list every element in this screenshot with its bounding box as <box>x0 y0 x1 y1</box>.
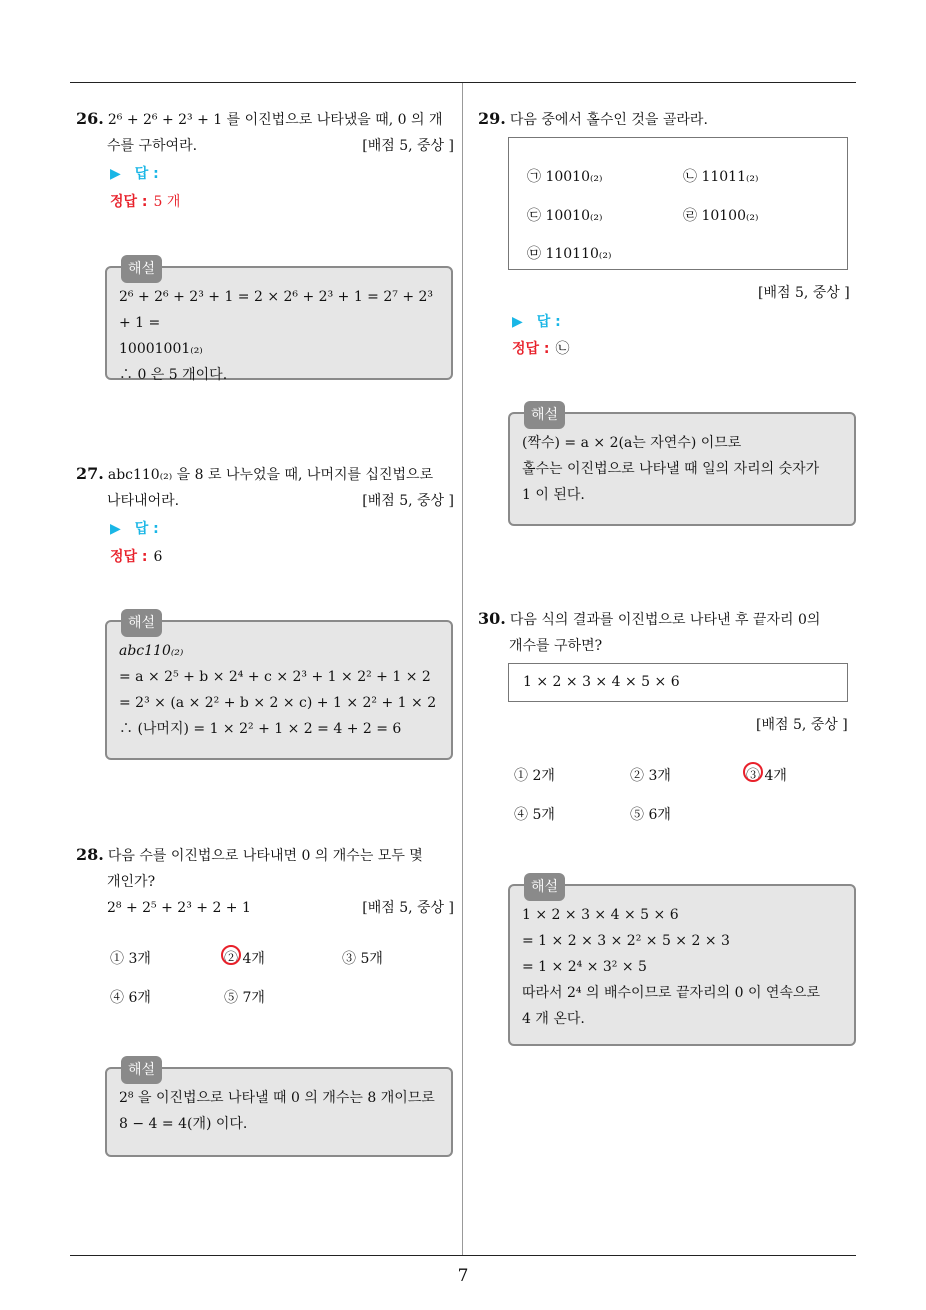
choice-item: ㉢ 10010₍₂₎ <box>527 208 603 224</box>
explanation-box <box>105 1062 453 1157</box>
question-30 <box>478 606 858 659</box>
explanation-box <box>508 407 856 526</box>
question-text-line1: 다음 수를 이진법으로 나타내면 0 의 개수는 모두 몇 <box>107 848 423 864</box>
choice-item: ㉣ 10100₍₂₎ <box>683 208 759 224</box>
play-triangle-icon: ▶ <box>110 521 121 537</box>
question-27 <box>76 461 454 514</box>
option-1[interactable]: ① 2개 <box>514 768 555 784</box>
correct-value: 6 <box>153 549 163 565</box>
explanation-line: ∴ (나머지) = 1 × 2² + 1 × 2 = 4 + 2 = 6 <box>119 721 402 737</box>
question-text-line1: 다음 중에서 홀수인 것을 골라라. <box>509 112 708 128</box>
option-4[interactable]: ④ 6개 <box>110 990 151 1006</box>
explanation-tag: 해설 <box>524 401 565 429</box>
explanation-box <box>105 261 453 383</box>
answer-label: 답 : <box>134 166 159 182</box>
answer-label: 답 : <box>536 314 561 330</box>
explanation-line: 1 이 된다. <box>522 487 585 503</box>
explanation-box <box>508 879 856 1046</box>
question-text-line1: 2⁶ + 2⁶ + 2³ + 1 를 이진법으로 나타냈을 때, 0 의 개 <box>107 112 443 128</box>
question-meta: [배점 5, 중상 ] <box>758 285 850 301</box>
question-text-line2: 수를 구하여라. <box>107 138 198 154</box>
explanation-line: 2⁶ + 2⁶ + 2³ + 1 = 2 × 2⁶ + 2³ + 1 = 2⁷ + 2³ + 1 = <box>119 289 434 331</box>
answer-label: 답 : <box>134 521 159 537</box>
explanation-line: 1 × 2 × 3 × 4 × 5 × 6 <box>522 907 679 923</box>
question-text-line1: 다음 식의 결과를 이진법으로 나타낸 후 끝자리 0의 <box>509 612 821 628</box>
question-26 <box>76 106 454 159</box>
expression-box <box>508 663 848 702</box>
box-expression: 1 × 2 × 3 × 4 × 5 × 6 <box>523 674 680 690</box>
question-28 <box>76 842 454 921</box>
option-4[interactable]: ④ 5개 <box>514 807 555 823</box>
explanation-line: (짝수) = a × 2(a는 자연수) 이므로 <box>522 435 742 451</box>
explanation-box <box>105 615 453 760</box>
explanation-line: = 1 × 2⁴ × 3² × 5 <box>522 959 647 975</box>
option-3[interactable]: ③ 5개 <box>342 951 383 967</box>
correct-answer-row <box>110 191 180 211</box>
correct-answer-row <box>512 338 570 358</box>
option-2[interactable]: ② 3개 <box>630 768 671 784</box>
explanation-tag: 해설 <box>121 1056 162 1084</box>
option-5[interactable]: ⑤ 6개 <box>630 807 671 823</box>
question-expression: 2⁸ + 2⁵ + 2³ + 2 + 1 <box>107 900 251 916</box>
question-number: 26. <box>76 109 104 128</box>
explanation-line: = 2³ × (a × 2² + b × 2 × c) + 1 × 2² + 1 × 2 <box>119 695 437 711</box>
question-number: 27. <box>76 464 104 483</box>
question-meta: [배점 5, 중상 ] <box>362 900 454 916</box>
page-number: 7 <box>457 1266 469 1286</box>
question-text-line2: 나타내어라. <box>107 493 180 509</box>
explanation-line: 홀수는 이진법으로 나타낼 때 일의 자리의 숫자가 <box>522 461 820 477</box>
answer-row <box>110 518 159 538</box>
correct-value: 5 개 <box>153 194 181 210</box>
question-number: 29. <box>478 109 506 128</box>
top-rule <box>70 82 856 83</box>
explanation-line: 8 − 4 = 4(개) 이다. <box>119 1116 248 1132</box>
question-number: 30. <box>478 609 506 628</box>
selected-circle-mark <box>221 945 241 965</box>
selected-circle-mark <box>743 762 763 782</box>
answer-row <box>512 311 561 331</box>
choice-item: ㉠ 10010₍₂₎ <box>527 169 603 185</box>
correct-answer-row <box>110 546 162 566</box>
explanation-line: = 1 × 2 × 3 × 2² × 5 × 2 × 3 <box>522 933 730 949</box>
question-meta: [배점 5, 중상 ] <box>362 493 454 509</box>
question-text-line2: 개수를 구하면? <box>509 638 603 654</box>
correct-label: 정답 : <box>110 549 148 565</box>
choices-box <box>508 137 848 270</box>
explanation-tag: 해설 <box>121 255 162 283</box>
choice-item: ㉡ 11011₍₂₎ <box>683 169 759 185</box>
explanation-line: 따라서 2⁴ 의 배수이므로 끝자리의 0 이 연속으로 <box>522 985 821 1001</box>
explanation-tag: 해설 <box>121 609 162 637</box>
explanation-line: 2⁸ 을 이진법으로 나타낼 때 0 의 개수는 8 개이므로 <box>119 1090 435 1106</box>
question-29 <box>478 106 858 133</box>
play-triangle-icon: ▶ <box>110 166 121 182</box>
column-divider <box>462 83 463 1255</box>
explanation-line: 10001001₍₂₎ <box>119 341 203 357</box>
question-number: 28. <box>76 845 104 864</box>
option-3[interactable]: ③ 4개 <box>746 768 787 784</box>
question-text-line2: 개인가? <box>107 874 156 890</box>
option-5[interactable]: ⑤ 7개 <box>224 990 265 1006</box>
question-text-line1: abc110₍₂₎ 을 8 로 나누었을 때, 나머지를 십진법으로 <box>107 467 434 483</box>
explanation-line: 4 개 온다. <box>522 1011 585 1027</box>
bottom-rule <box>70 1255 856 1256</box>
question-meta: [배점 5, 중상 ] <box>362 138 454 154</box>
explanation-line: = a × 2⁵ + b × 2⁴ + c × 2³ + 1 × 2² + 1 × 2 <box>119 669 431 685</box>
choice-item: ㉤ 110110₍₂₎ <box>527 246 612 262</box>
play-triangle-icon: ▶ <box>512 314 523 330</box>
option-1[interactable]: ① 3개 <box>110 951 151 967</box>
option-2[interactable]: ② 4개 <box>224 951 265 967</box>
explanation-line: ∴ 0 은 5 개이다. <box>119 367 228 383</box>
correct-label: 정답 : <box>512 341 550 357</box>
correct-value: ㉡ <box>555 341 570 357</box>
answer-row <box>110 163 159 183</box>
explanation-tag: 해설 <box>524 873 565 901</box>
correct-label: 정답 : <box>110 194 148 210</box>
question-meta: [배점 5, 중상 ] <box>756 717 848 733</box>
explanation-line: abc110₍₂₎ <box>119 643 184 659</box>
